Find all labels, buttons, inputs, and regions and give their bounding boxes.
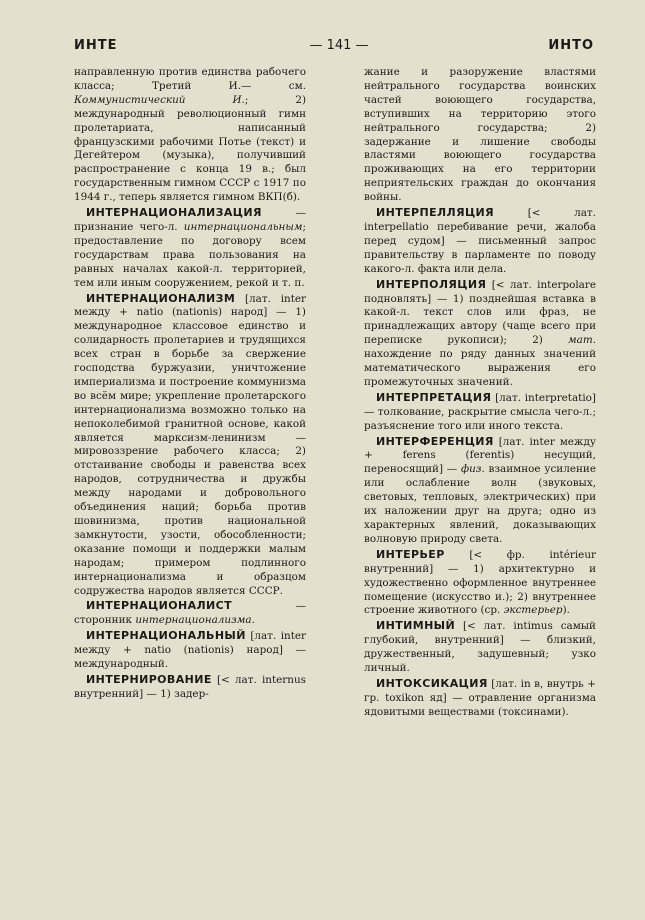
entry-headword: ИНТЕРНИРОВАНИЕ [86, 672, 212, 686]
page-number: — 141 — [309, 38, 369, 53]
page-header [74, 38, 594, 60]
left-column [74, 66, 306, 703]
entry-definition-tail: нахождение по ряду данных значений математического выражения его промежуточных значений. [364, 348, 596, 388]
dictionary-entry [364, 206, 596, 277]
dictionary-entry [364, 548, 596, 619]
entry-definition: [лат. inter между + natio (nationis) народ] — 1) международное классовое единство и солидарность пролетариев и трудящихся всех стран в борьбе за свержение господства буржуазии, уничтожение империализма и построение коммунизма во всём мире; укрепление пролетарского интернационализма возможно только на непоколебимой гранитной основе, какой является марксизм-ленинизм — мировоззрение рабочего класса; 2) отстаивание свободы и равенства всех народов, сотрудничества и дружбы между народами и добровольного объединения наций; борьба против шовинизма, против национальной замкнутости, узости, обособленности; оказание помощи и поддержки малым народам; примером подлинного интернационализма и образцом содружества народов является СССР. [74, 292, 306, 597]
entry-definition: [< фр. intérieur внутренний] — 1) архитектурно и художественно оформленное внутреннее помещение (искусство и.); 2) внутреннее строение животного (ср. [364, 548, 596, 617]
entry-definition: жание и разоружение властями нейтрального государства воинских частей воюющего государства, вступивших на территорию этого нейтрального государства; 2) задержание и лишение свободы властями воюющего государства проживающих на его территории неприятельских граждан до окончания войны. [364, 66, 596, 204]
entry-headword: ИНТЕРНАЦИОНАЛИЗАЦИЯ [86, 206, 262, 220]
entry-headword: ИНТЕРФЕРЕНЦИЯ [376, 434, 494, 448]
entry-headword: ИНТЕРНАЦИОНАЛИЗМ [86, 291, 236, 305]
entry-headword: ИНТЕРПРЕТАЦИЯ [376, 390, 492, 404]
right-column [364, 66, 596, 721]
entry-italic-term: интернациональным [183, 220, 303, 233]
dictionary-entry [74, 292, 306, 599]
entry-definition: [< лат. intimus самый глубокий, внутренний] — близкий, дружественный, задушевный; узко личный. [364, 620, 596, 675]
entry-definition: [лат. in в, внутрь + гр. toxikon яд] — отравление организма ядовитыми веществами (токсинами). [364, 677, 596, 718]
entry-headword: ИНТЕРПЕЛЛЯЦИЯ [376, 206, 495, 220]
entry-headword: ИНТИМНЫЙ [376, 619, 456, 633]
dictionary-entry [74, 673, 306, 702]
dictionary-entry [364, 619, 596, 676]
entry-definition-tail: ; 2) международный революционный гимн пролетариата, написанный французскими рабочими Потье (текст) и Дегейтером (музыка), получивший распространение с конца 19 в.; был государственным гимном СССР с 1917 по 1944 г., теперь является гимном ВКП(б). [74, 93, 306, 204]
entry-definition-tail: . [251, 614, 255, 627]
entry-definition: [< лат. interpellatio перебивание речи, жалоба перед судом] — письменный запрос правительству в парламенте по поводу какого-л. факта или дела. [364, 207, 596, 275]
dictionary-entry [74, 66, 306, 205]
dictionary-entry [364, 278, 596, 390]
entry-headword: ИНТЕРПОЛЯЦИЯ [376, 277, 487, 291]
dictionary-entry [74, 206, 306, 290]
entry-italic-term: интернационализма [135, 614, 252, 627]
dictionary-entry [74, 629, 306, 672]
entry-definition: [< лат. interpolare подновлять] — 1) позднейшая вставка в какой-л. текст слов или фраз, не принадлежащих автору (чаще всего при переписке рукописи); 2) [364, 278, 596, 347]
entry-definition: [лат. interpretatio] — толкование, раскрытие смысла чего-л.; разъяснение того или иного текста. [364, 391, 596, 432]
entry-italic-term: физ. [460, 463, 485, 476]
entry-italic-term: экстерьер [503, 604, 563, 617]
entry-headword: ИНТЕРНАЦИОНАЛИСТ [86, 599, 233, 613]
dictionary-entry [364, 391, 596, 434]
header-right-guideword: ИНТО [548, 38, 594, 53]
entry-definition-tail: ; предоставление по договору всем государствам права пользования на равных началах какой-л. территорией, тем или иным сооружением, рекой и т. п. [74, 220, 306, 289]
dictionary-entry [364, 677, 596, 720]
dictionary-entry [364, 435, 596, 547]
entry-definition: [лат. inter между + ferens (ferentis) несущий, переносящий] — [364, 435, 596, 476]
entry-definition: [лат. inter между + natio (nationis) народ] — международный. [74, 630, 306, 671]
header-left-guideword: ИНТЕ [74, 38, 118, 53]
entry-headword: ИНТЕРЬЕР [376, 547, 445, 561]
entry-definition: направленную против единства рабочего класса; Третий И.— см. [74, 66, 306, 92]
entry-italic-term: мат. [568, 334, 596, 347]
entry-definition: — сторонник [74, 600, 306, 627]
entry-definition: — признание чего-л. [74, 207, 306, 233]
dictionary-entry [74, 599, 306, 628]
entry-headword: ИНТЕРНАЦИОНАЛЬНЫЙ [86, 629, 246, 643]
entry-definition-tail: ). [562, 604, 570, 617]
entry-italic-term: Коммунистический И. [74, 93, 245, 106]
entry-definition: [< лат. internus внутренний] — 1) задер- [74, 673, 306, 700]
entry-headword: ИНТОКСИКАЦИЯ [376, 676, 488, 690]
dictionary-entry [364, 66, 596, 205]
entry-definition-tail: взаимное усиление или ослабление волн (звуковых, световых, тепловых, электрических) при их наложении друг на друга; одно из характерных явлений, доказывающих волновую природу света. [364, 463, 596, 545]
